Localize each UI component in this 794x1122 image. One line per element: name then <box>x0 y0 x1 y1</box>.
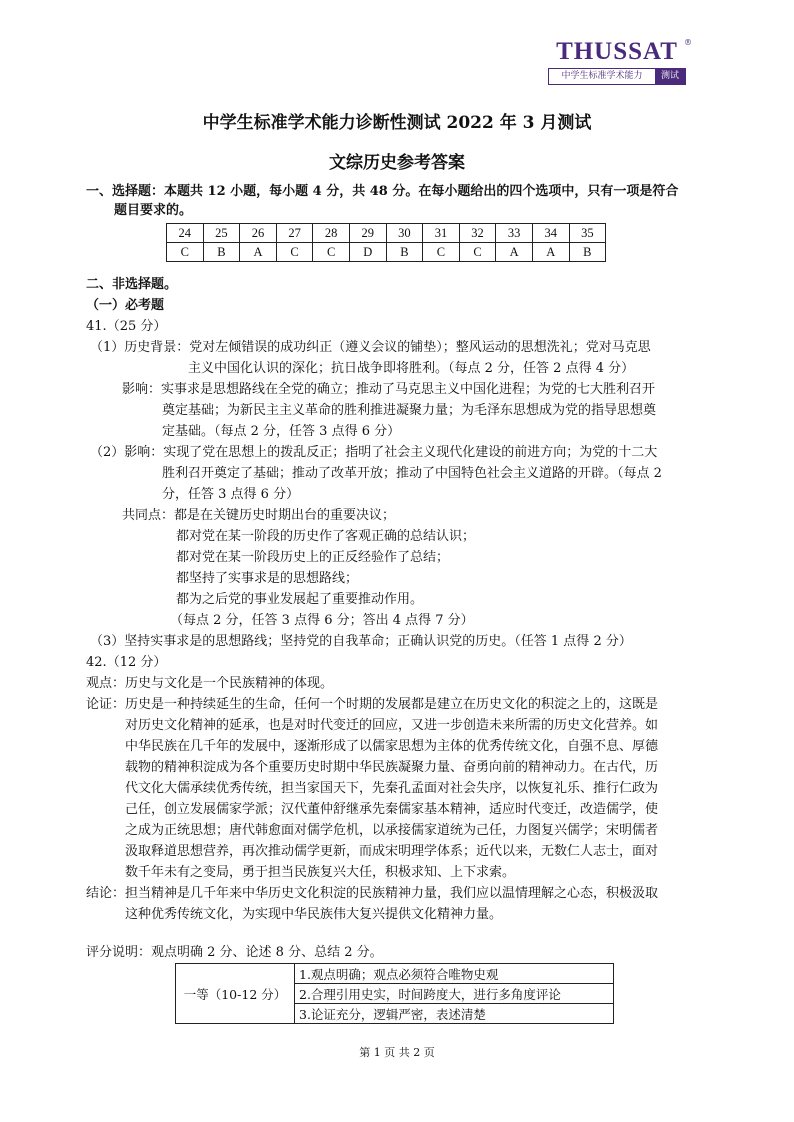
q41-common-line4: 都坚持了实事求是的思想路线； <box>176 571 359 586</box>
q42-number: 42. <box>86 655 107 670</box>
page-subtitle: 文综历史参考答案 <box>329 153 465 173</box>
q41-p1b-line3: 定基础。（每点 2 分，任答 3 点得 6 分） <box>162 424 401 439</box>
question-number-cell: 29 <box>349 224 386 243</box>
q42-conclusion-line1 <box>86 884 658 904</box>
q42-arg-line8: 汲取释道思想营养，再次推动儒学更新，而成宋明理学体系；近代以来，无数仁人志士，面对 <box>125 844 659 859</box>
answer-cell: C <box>167 243 204 262</box>
question-number-cell: 31 <box>423 224 460 243</box>
q41-common-line1 <box>122 506 395 526</box>
answer-table <box>166 223 606 262</box>
section1-heading-line2: 题目要求的。 <box>114 203 193 218</box>
q41-score: （25 分） <box>106 319 167 334</box>
q42-arg-line5: 代文化大儒承续优秀传统，担当家国天下，先秦孔孟面对社会失序，以恢复礼乐、推行仁政为 <box>125 781 659 796</box>
section2-subheading: （一）必考题 <box>86 298 165 313</box>
question-number-cell: 33 <box>496 224 533 243</box>
answer-cell: C <box>276 243 313 262</box>
grading-note: 评分说明：观点明确 2 分、论述 8 分、总结 2 分。 <box>86 945 383 960</box>
question-number-cell: 35 <box>569 224 606 243</box>
q41-p2-label: （2）影响： <box>90 445 164 460</box>
answer-cell: B <box>386 243 423 262</box>
question-number-cell: 30 <box>386 224 423 243</box>
logo-registered-mark: ® <box>684 38 692 47</box>
question-number-cell: 28 <box>313 224 350 243</box>
q41-common-line5: 都为之后党的事业发展起了重要推动作用。 <box>176 592 424 607</box>
q41-common-score: （每点 2 分，任答 3 点得 6 分；答出 4 点得 7 分） <box>170 613 474 628</box>
q41-p1-line2: 主义中国化认识的深化；抗日战争即将胜利。（每点 2 分，任答 2 点得 4 分） <box>188 361 635 376</box>
answer-table-answer-row <box>167 243 606 262</box>
q42-arg-line4: 载物的精神积淀成为各个重要历史时期中华民族凝聚力量、奋勇向前的精神动力。在古代，历 <box>125 760 659 775</box>
q41-p1b-line1 <box>122 380 655 400</box>
q41-common-text1: 都是在关键历史时期出台的重要决议； <box>174 508 396 523</box>
q42-header <box>86 653 166 673</box>
q42-arg-line3: 中华民族在几千年的发展中，逐渐形成了以儒家思想为主体的优秀传统文化，自强不息、厚德 <box>125 739 659 754</box>
answer-cell: A <box>532 243 569 262</box>
question-number-cell: 24 <box>167 224 204 243</box>
section2-heading: 二、非选择题。 <box>86 277 178 292</box>
section1-heading-line1: 一、选择题：本题共 12 小题，每小题 4 分，共 48 分。在每小题给出的四个选项中，只有一项是符合 <box>86 184 679 199</box>
q41-common-line3: 都对党在某一阶段历史上的正反经验作了总结； <box>176 550 450 565</box>
answer-table-number-row <box>167 224 606 243</box>
q42-conclusion-text1: 担当精神是几千年来中华历史文化积淀的民族精神力量，我们应以温情理解之心态，积极汲取 <box>125 886 659 901</box>
answer-cell: C <box>423 243 460 262</box>
logo-tag-box: 测试 <box>655 69 685 84</box>
q41-p3: （3）坚持实事求是的思想路线；坚持党的自我革命；正确认识党的历史。（任答 1 点得 2 分） <box>90 634 632 649</box>
grading-tier: 一等（10-12 分） <box>176 964 295 1024</box>
answer-cell: A <box>496 243 533 262</box>
question-number-cell: 34 <box>532 224 569 243</box>
q42-conclusion-line2: 这种优秀传统文化，为实现中华民族伟大复兴提供文化精神力量。 <box>125 907 503 922</box>
logo-tagline-bar <box>548 68 686 85</box>
q42-score: （12 分） <box>106 655 167 670</box>
q41-p1b-line2: 奠定基础；为新民主主义革命的胜利推进凝聚力量；为毛泽东思想成为党的指导思想奠 <box>162 403 657 418</box>
q41-p1-line1 <box>90 338 651 358</box>
answer-cell: D <box>349 243 386 262</box>
question-number-cell: 27 <box>276 224 313 243</box>
grading-criterion-3: 3.论证充分，逻辑严密，表述清楚 <box>295 1004 614 1024</box>
q41-common-label: 共同点： <box>122 508 175 523</box>
q42-arg-text1: 历史是一种持续延生的生命，任何一个时期的发展都是建立在历史文化的积淀之上的，这既是 <box>125 697 659 712</box>
question-number-cell: 25 <box>203 224 240 243</box>
q41-p1-label: （1）历史背景： <box>90 340 190 355</box>
question-number-cell: 32 <box>459 224 496 243</box>
q41-p2-line1 <box>90 443 657 463</box>
answer-cell: C <box>313 243 350 262</box>
answer-cell: B <box>569 243 606 262</box>
q41-number: 41. <box>86 319 107 334</box>
page-footer: 第 1 页 共 2 页 <box>359 1046 435 1059</box>
q42-arg-line2: 对历史文化精神的延承，也是对时代变迁的回应，又进一步创造未来所需的历史文化营养。如 <box>125 718 659 733</box>
answer-cell: B <box>203 243 240 262</box>
answer-cell: A <box>240 243 277 262</box>
question-number-cell: 26 <box>240 224 277 243</box>
q41-common-line2: 都对党在某一阶段的历史作了客观正确的总结认识； <box>176 529 476 544</box>
q41-p2-line3: 分，任答 3 点得 6 分） <box>162 487 300 502</box>
q41-p1-text1: 党对左倾错误的成功纠正（遵义会议的铺垫）；整风运动的思想洗礼；党对马克思 <box>189 340 651 355</box>
q42-arg-line9: 数千年未有之变局，勇于担当民族复兴大任，积极求知、上下求索。 <box>125 865 516 880</box>
answer-cell: C <box>459 243 496 262</box>
grading-criterion-1: 1.观点明确；观点必须符合唯物史观 <box>295 964 614 984</box>
grading-table <box>175 963 614 1024</box>
thussat-logo <box>548 38 692 85</box>
grading-row-1 <box>176 964 614 984</box>
q42-arg-label: 论证： <box>86 697 126 712</box>
q42-conclusion-label: 结论： <box>86 886 126 901</box>
q41-p1b-label: 影响： <box>122 382 162 397</box>
logo-brand: THUSSAT <box>556 38 678 65</box>
q41-p1b-text1: 实事求是思想路线在全党的确立；推动了马克思主义中国化进程；为党的七大胜利召开 <box>161 382 656 397</box>
grading-criterion-2: 2.合理引用史实，时间跨度大，进行多角度评论 <box>295 984 614 1004</box>
q41-header <box>86 317 166 337</box>
page-title: 中学生标准学术能力诊断性测试 2022 年 3 月测试 <box>202 113 592 133</box>
q41-p2-line2: 胜利召开奠定了基础；推动了改革开放；推动了中国特色社会主义道路的开辟。（每点 2 <box>162 466 662 481</box>
q42-arg-line6: 己任，创立发展儒家学派；汉代董仲舒继承先秦儒家基本精神，适应时代变迁，改造儒学，使 <box>125 802 659 817</box>
q42-view: 观点：历史与文化是一个民族精神的体现。 <box>86 676 334 691</box>
q41-p2-text1: 实现了党在思想上的拨乱反正；指明了社会主义现代化建设的前进方向；为党的十二大 <box>163 445 658 460</box>
q42-arg-line1 <box>86 695 658 715</box>
q42-arg-line7: 之成为正统思想；唐代韩愈面对儒学危机，以承接儒家道统为己任，力图复兴儒学；宋明儒者 <box>125 823 659 838</box>
logo-tagline: 中学生标准学术能力 <box>561 71 643 81</box>
